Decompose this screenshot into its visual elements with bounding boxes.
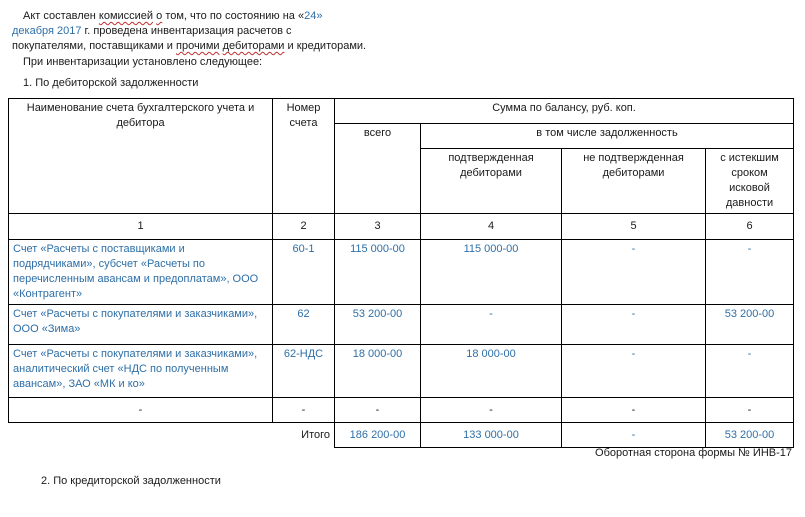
col-number: 4 [421,214,562,240]
row-expired: 53 200-00 [706,305,794,345]
row-name: Счет «Расчеты с покупателями и заказчиками», аналитический счет «НДС по полученным авансам», ЗАО «МК и ко» [9,345,273,398]
row-confirmed: - [421,398,562,423]
date-day: 24 [304,10,317,22]
table-row [9,240,794,305]
col-number: 5 [562,214,706,240]
col-number: 3 [335,214,421,240]
header-name: Наименование счета бухгалтерского учета и дебитора [9,99,273,214]
row-confirmed: - [421,305,562,345]
header-including: в том числе задолженность [421,124,794,149]
section-1-heading: 1. По дебиторской задолженности [23,77,199,89]
section-2-heading: 2. По кредиторской задолженности [41,475,221,487]
row-account: 62-НДС [273,345,335,398]
row-name: - [9,398,273,423]
row-account: 60-1 [273,240,335,305]
table-row [9,345,794,398]
intro-paragraph-2: При инвентаризации установлено следующее: [23,56,263,68]
row-confirmed: 18 000-00 [421,345,562,398]
row-expired: - [706,345,794,398]
totals-unconfirmed: - [562,423,706,448]
receivables-table [8,98,794,448]
row-name: Счет «Расчеты с поставщиками и подрядчиками», субсчет «Расчеты по перечисленным авансам и предоплатам», ООО «Контрагент» [9,240,273,305]
row-confirmed: 115 000-00 [421,240,562,305]
column-number-row [9,214,794,240]
intro-line-2 [12,24,291,39]
table-row [9,398,794,423]
totals-row [9,423,794,448]
row-total: 18 000-00 [335,345,421,398]
header-sum-by-balance: Сумма по балансу, руб. коп. [335,99,794,124]
intro-text: покупателями, поставщиками и [12,40,176,52]
header-row-1 [9,99,794,124]
form-note: Оборотная сторона формы № ИНВ-17 [595,447,792,459]
row-expired: - [706,398,794,423]
totals-total: 186 200-00 [335,423,421,448]
col-number: 6 [706,214,794,240]
row-total: - [335,398,421,423]
header-account-no: Номер счета [273,99,335,214]
col-number: 2 [273,214,335,240]
row-unconfirmed: - [562,398,706,423]
intro-text: г. проведена инвентаризация расчетов с [81,25,292,37]
row-expired: - [706,240,794,305]
intro-text: том, что по состоянию на « [162,10,305,22]
table-row [9,305,794,345]
header-confirmed: подтвержденная дебиторами [421,149,562,214]
row-account: 62 [273,305,335,345]
row-account: - [273,398,335,423]
col-number: 1 [9,214,273,240]
header-expired: с истекшим сроком исковой давности [706,149,794,214]
date-month-year: декабря 2017 [12,25,82,37]
header-total: всего [335,124,421,214]
row-total: 115 000-00 [335,240,421,305]
intro-word-prochimi: прочими [176,40,220,52]
intro-line-1 [23,9,322,24]
row-unconfirmed: - [562,305,706,345]
row-unconfirmed: - [562,345,706,398]
intro-word-debitors: дебиторами [222,40,285,52]
header-unconfirmed: не подтвержденная дебиторами [562,149,706,214]
row-unconfirmed: - [562,240,706,305]
totals-confirmed: 133 000-00 [421,423,562,448]
intro-word-o: о [156,10,163,22]
totals-label: Итого [273,423,335,448]
row-total: 53 200-00 [335,305,421,345]
intro-text: и кредиторами. [284,40,367,52]
intro-line-3 [12,39,366,54]
totals-expired: 53 200-00 [706,423,794,448]
date-quote: » [316,10,323,22]
intro-text: Акт составлен [23,10,99,22]
row-name: Счет «Расчеты с покупателями и заказчиками», ООО «Зима» [9,305,273,345]
totals-spacer [9,423,273,448]
intro-word-commission: комиссией [98,10,154,22]
